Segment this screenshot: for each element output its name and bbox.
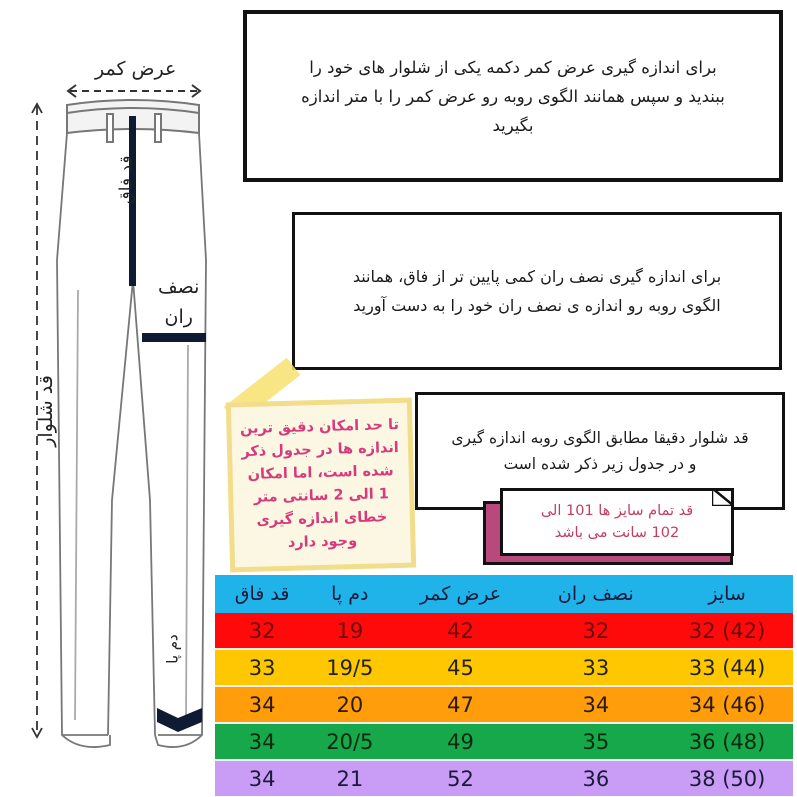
thigh-measure-bar (142, 333, 206, 342)
cell-size: 36 (48) (661, 723, 793, 760)
length-label: قد شلوار (34, 375, 57, 447)
table-row (215, 613, 793, 649)
header-thigh: نصف ران (531, 575, 662, 613)
header-hem: دم پا (309, 575, 390, 613)
cell-rise: 34 (215, 723, 309, 760)
table-row (215, 686, 793, 723)
cell-thigh: 35 (531, 723, 662, 760)
cell-size: 33 (44) (661, 649, 793, 686)
sticky-note-text: تا حد امکان دقیق ترین اندازه ها در جدول ذکر شده است، اما امکان 1 الی 2 سانتی متر خطای اندازه گیری وجود دارد (239, 416, 400, 551)
header-waist: عرض کمر (390, 575, 530, 613)
hem-label: دم پا (163, 634, 182, 664)
length-note (500, 488, 734, 556)
folded-corner-icon (712, 488, 734, 506)
cell-waist: 45 (390, 649, 530, 686)
thigh-instruction-text: برای اندازه گیری نصف ران کمی پایین تر از فاق، همانند الگوی روبه رو اندازه ی نصف ران خود را به دست آورید (352, 267, 722, 315)
table-row (215, 649, 793, 686)
waist-instruction-text: برای اندازه گیری عرض کمر دکمه یکی از شلوار های خود را ببندید و سپس همانند الگوی روبه رو عرض کمر را با متر اندازه بگیرید (301, 57, 725, 135)
cell-waist: 42 (390, 613, 530, 649)
cell-rise: 33 (215, 649, 309, 686)
cell-thigh: 36 (531, 760, 662, 796)
cell-hem: 19 (309, 613, 390, 649)
pants-diagram (0, 0, 225, 797)
waist-arrow-icon (68, 85, 200, 97)
thigh-label-line1: نصف (158, 276, 200, 298)
hem-measure-band (157, 708, 202, 732)
cell-thigh: 32 (531, 613, 662, 649)
waist-label: عرض کمر (95, 58, 177, 80)
length-instruction-text: قد شلوار دقیقا مطابق الگوی روبه اندازه گیری و در جدول زیر ذکر شده است (451, 429, 749, 473)
cell-thigh: 34 (531, 686, 662, 723)
cell-hem: 20 (309, 686, 390, 723)
size-table (215, 575, 793, 796)
length-note-text: قد تمام سایز ها 101 الی 102 سانت می باشد (540, 503, 694, 541)
cell-waist: 49 (390, 723, 530, 760)
cell-waist: 47 (390, 686, 530, 723)
thigh-label-line2: ران (164, 306, 193, 328)
cell-thigh: 33 (531, 649, 662, 686)
cell-size: 32 (42) (661, 613, 793, 649)
cell-hem: 20/5 (309, 723, 390, 760)
table-header-row (215, 575, 793, 613)
cell-rise: 34 (215, 760, 309, 796)
cell-hem: 21 (309, 760, 390, 796)
cell-waist: 52 (390, 760, 530, 796)
cell-size: 34 (46) (661, 686, 793, 723)
cell-size: 38 (50) (661, 760, 793, 796)
table-row (215, 760, 793, 796)
waist-instruction-box (243, 10, 783, 182)
header-rise: قد فاق (215, 575, 309, 613)
cell-rise: 32 (215, 613, 309, 649)
sticky-note (226, 398, 416, 573)
cell-rise: 34 (215, 686, 309, 723)
table-row (215, 723, 793, 760)
thigh-instruction-box (292, 212, 782, 370)
cell-hem: 19/5 (309, 649, 390, 686)
thigh-label (158, 272, 199, 332)
rise-label: قد فاق (116, 155, 137, 205)
header-size: سایز (661, 575, 793, 613)
